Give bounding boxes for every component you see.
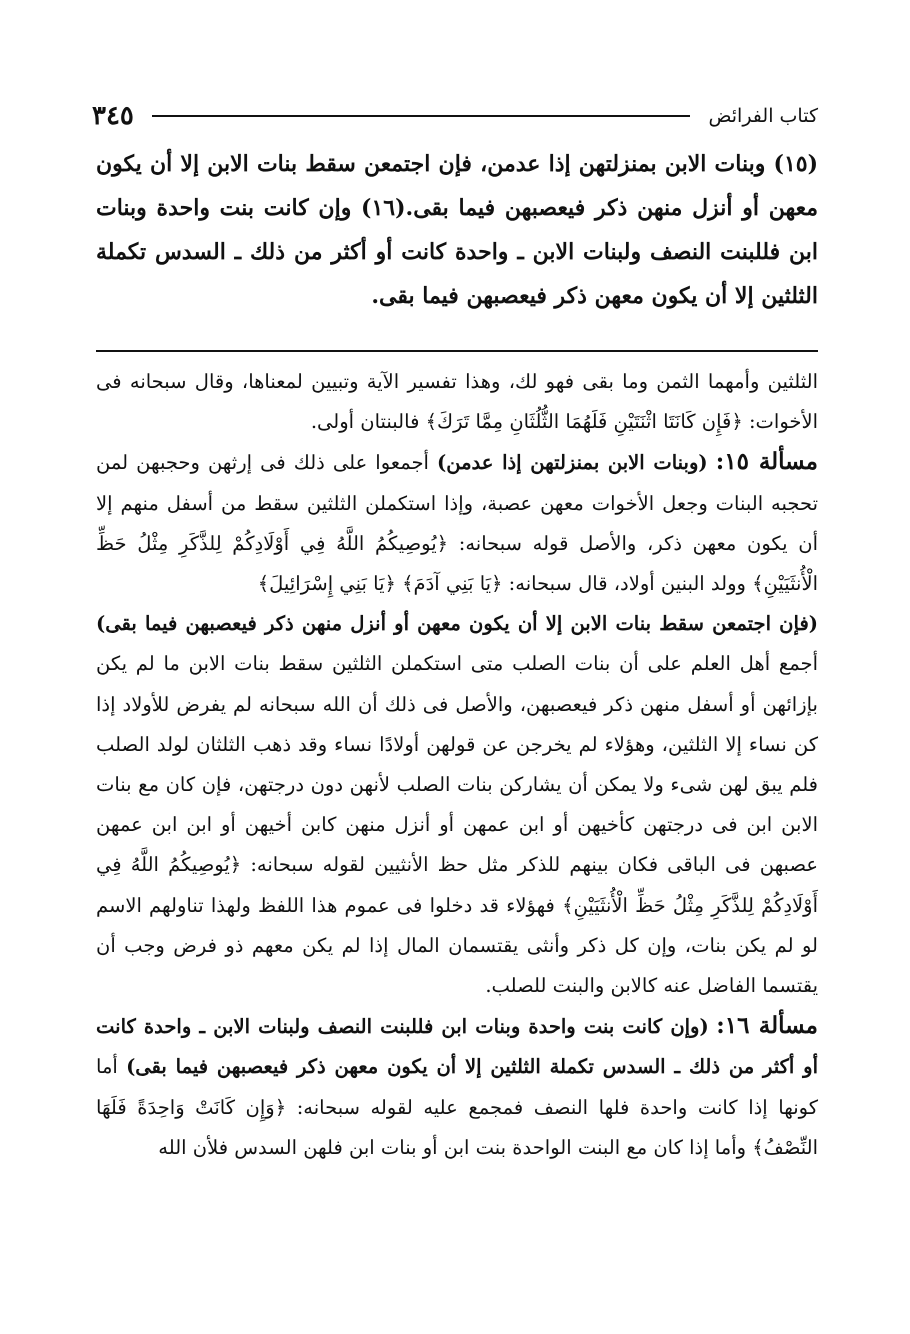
masala-15	[96, 442, 818, 604]
main-text	[96, 142, 818, 318]
page-number: ٣٤٥	[92, 101, 134, 131]
main-text-paragraph: (١٥) وبنات الابن بمنزلتهن إذا عدمن، فإن اجتمعن سقط بنات الابن إلا أن يكون معهن أو أنزل منهن ذكر فيعصبهن فيما بقى.(١٦) وإن كانت بنت واحدة وبنات ابن فللبنت النصف ولبنات الابن ـ واحدة كانت أو أكثر من ذلك ـ السدس تكملة الثلثين إلا أن يكون معهن ذكر فيعصبهن فيما بقى.	[96, 151, 819, 309]
masala-16-text: أما كونها إذا كانت واحدة فلها النصف فمجمع عليه لقوله سبحانه: ﴿وَإِن كَانَتْ وَاحِدَةً فَلَهَا النِّصْفُ﴾ وأما إذا كان مع البنت الواحدة بنت ابن أو بنات ابن فلهن السدس فلأن الله	[96, 1055, 818, 1159]
masala-15-text-2: أجمع أهل العلم على أن بنات الصلب متى استكملن الثلثين سقط بنات الابن ما لم يكن بإزائهن أو أسفل منهن ذكر فيعصبهن، والأصل فى ذلك أن الله سبحانه لم يفرض للأولاد إذا كن نساء إلا الثلثين، وهؤلاء لم يخرجن عن قولهن أولادًا نساء وقد ذهب الثلثان لولد الصلب فلم يبق لهن شىء ولا يمكن أن يشاركن بنات الصلب لأنهن دون درجتهن، فإن كان مع بنات الابن ابن فى درجتهن كأخيهن أو ابن عمهن أو أنزل منهن كابن أخيهن أو ابن ابن عمهن عصبهن فى الباقى فكان بينهم للذكر مثل حظ الأنثيين لقوله سبحانه: ﴿يُوصِيكُمُ اللَّهُ فِي أَوْلَادِكُمْ لِلذَّكَرِ مِثْلُ حَظِّ الْأُنثَيَيْنِ﴾ فهؤلاء قد دخلوا فى عموم هذا اللفظ ولهذا تناولهم الاسم لو لم يكن بنات، وإن كل ذكر وأنثى يقتسمان المال إذا لم يكن معهم ذو فرض وجب أن يقتسما الفاضل عنه كالابن والبنت للصلب.	[96, 652, 818, 998]
header-rule	[152, 115, 691, 117]
commentary-intro: الثلثين وأمهما الثمن وما بقى فهو لك، وهذا تفسير الآية وتبيين لمعناها، وقال سبحانه فى الأخوات: ﴿فَإِن كَانَتَا اثْنَتَيْنِ فَلَهُمَا الثُّلُثَانِ مِمَّا تَرَكَ﴾ فالبنتان أولى.	[96, 370, 818, 434]
masala-15-heading: مسألة ١٥:	[715, 448, 818, 476]
page-header	[92, 98, 818, 134]
masala-15-quote-2: (فإن اجتمعن سقط بنات الابن إلا أن يكون معهن أو أنزل منهن ذكر فيعصبهن فيما بقى)	[96, 612, 818, 636]
masala-16-heading: مسألة ١٦:	[716, 1012, 818, 1040]
masala-16	[96, 1006, 818, 1168]
footnote-separator	[96, 350, 818, 352]
masala-16-quote: (وإن كانت بنت واحدة وبنات ابن فللبنت النصف ولبنات الابن ـ واحدة كانت أو أكثر من ذلك ـ السدس تكملة الثلثين إلا أن يكون معهن ذكر فيعصبهن فيما بقى)	[96, 1015, 818, 1079]
masala-15-quote: (وبنات الابن بمنزلتهن إذا عدمن)	[437, 451, 708, 475]
masala-15-text: أجمعوا على ذلك فى إرثهن وحجبهن لمن تحجبه البنات وجعل الأخوات معهن عصبة، وإذا استكملن الثلثين سقط من أسفل منهم إلا أن يكون معهن ذكر، والأصل قوله سبحانه: ﴿يُوصِيكُمُ اللَّهُ فِي أَوْلَادِكُمْ لِلذَّكَرِ مِثْلُ حَظِّ الْأُنثَيَيْنِ﴾ وولد البنين أولاد، قال سبحانه: ﴿يَا بَنِي آدَمَ﴾ ﴿يَا بَنِي إِسْرَائِيلَ﴾	[96, 451, 818, 596]
masala-15-part-2	[96, 604, 818, 1006]
book-title: كتاب الفرائض	[708, 105, 818, 127]
commentary	[96, 362, 818, 1168]
